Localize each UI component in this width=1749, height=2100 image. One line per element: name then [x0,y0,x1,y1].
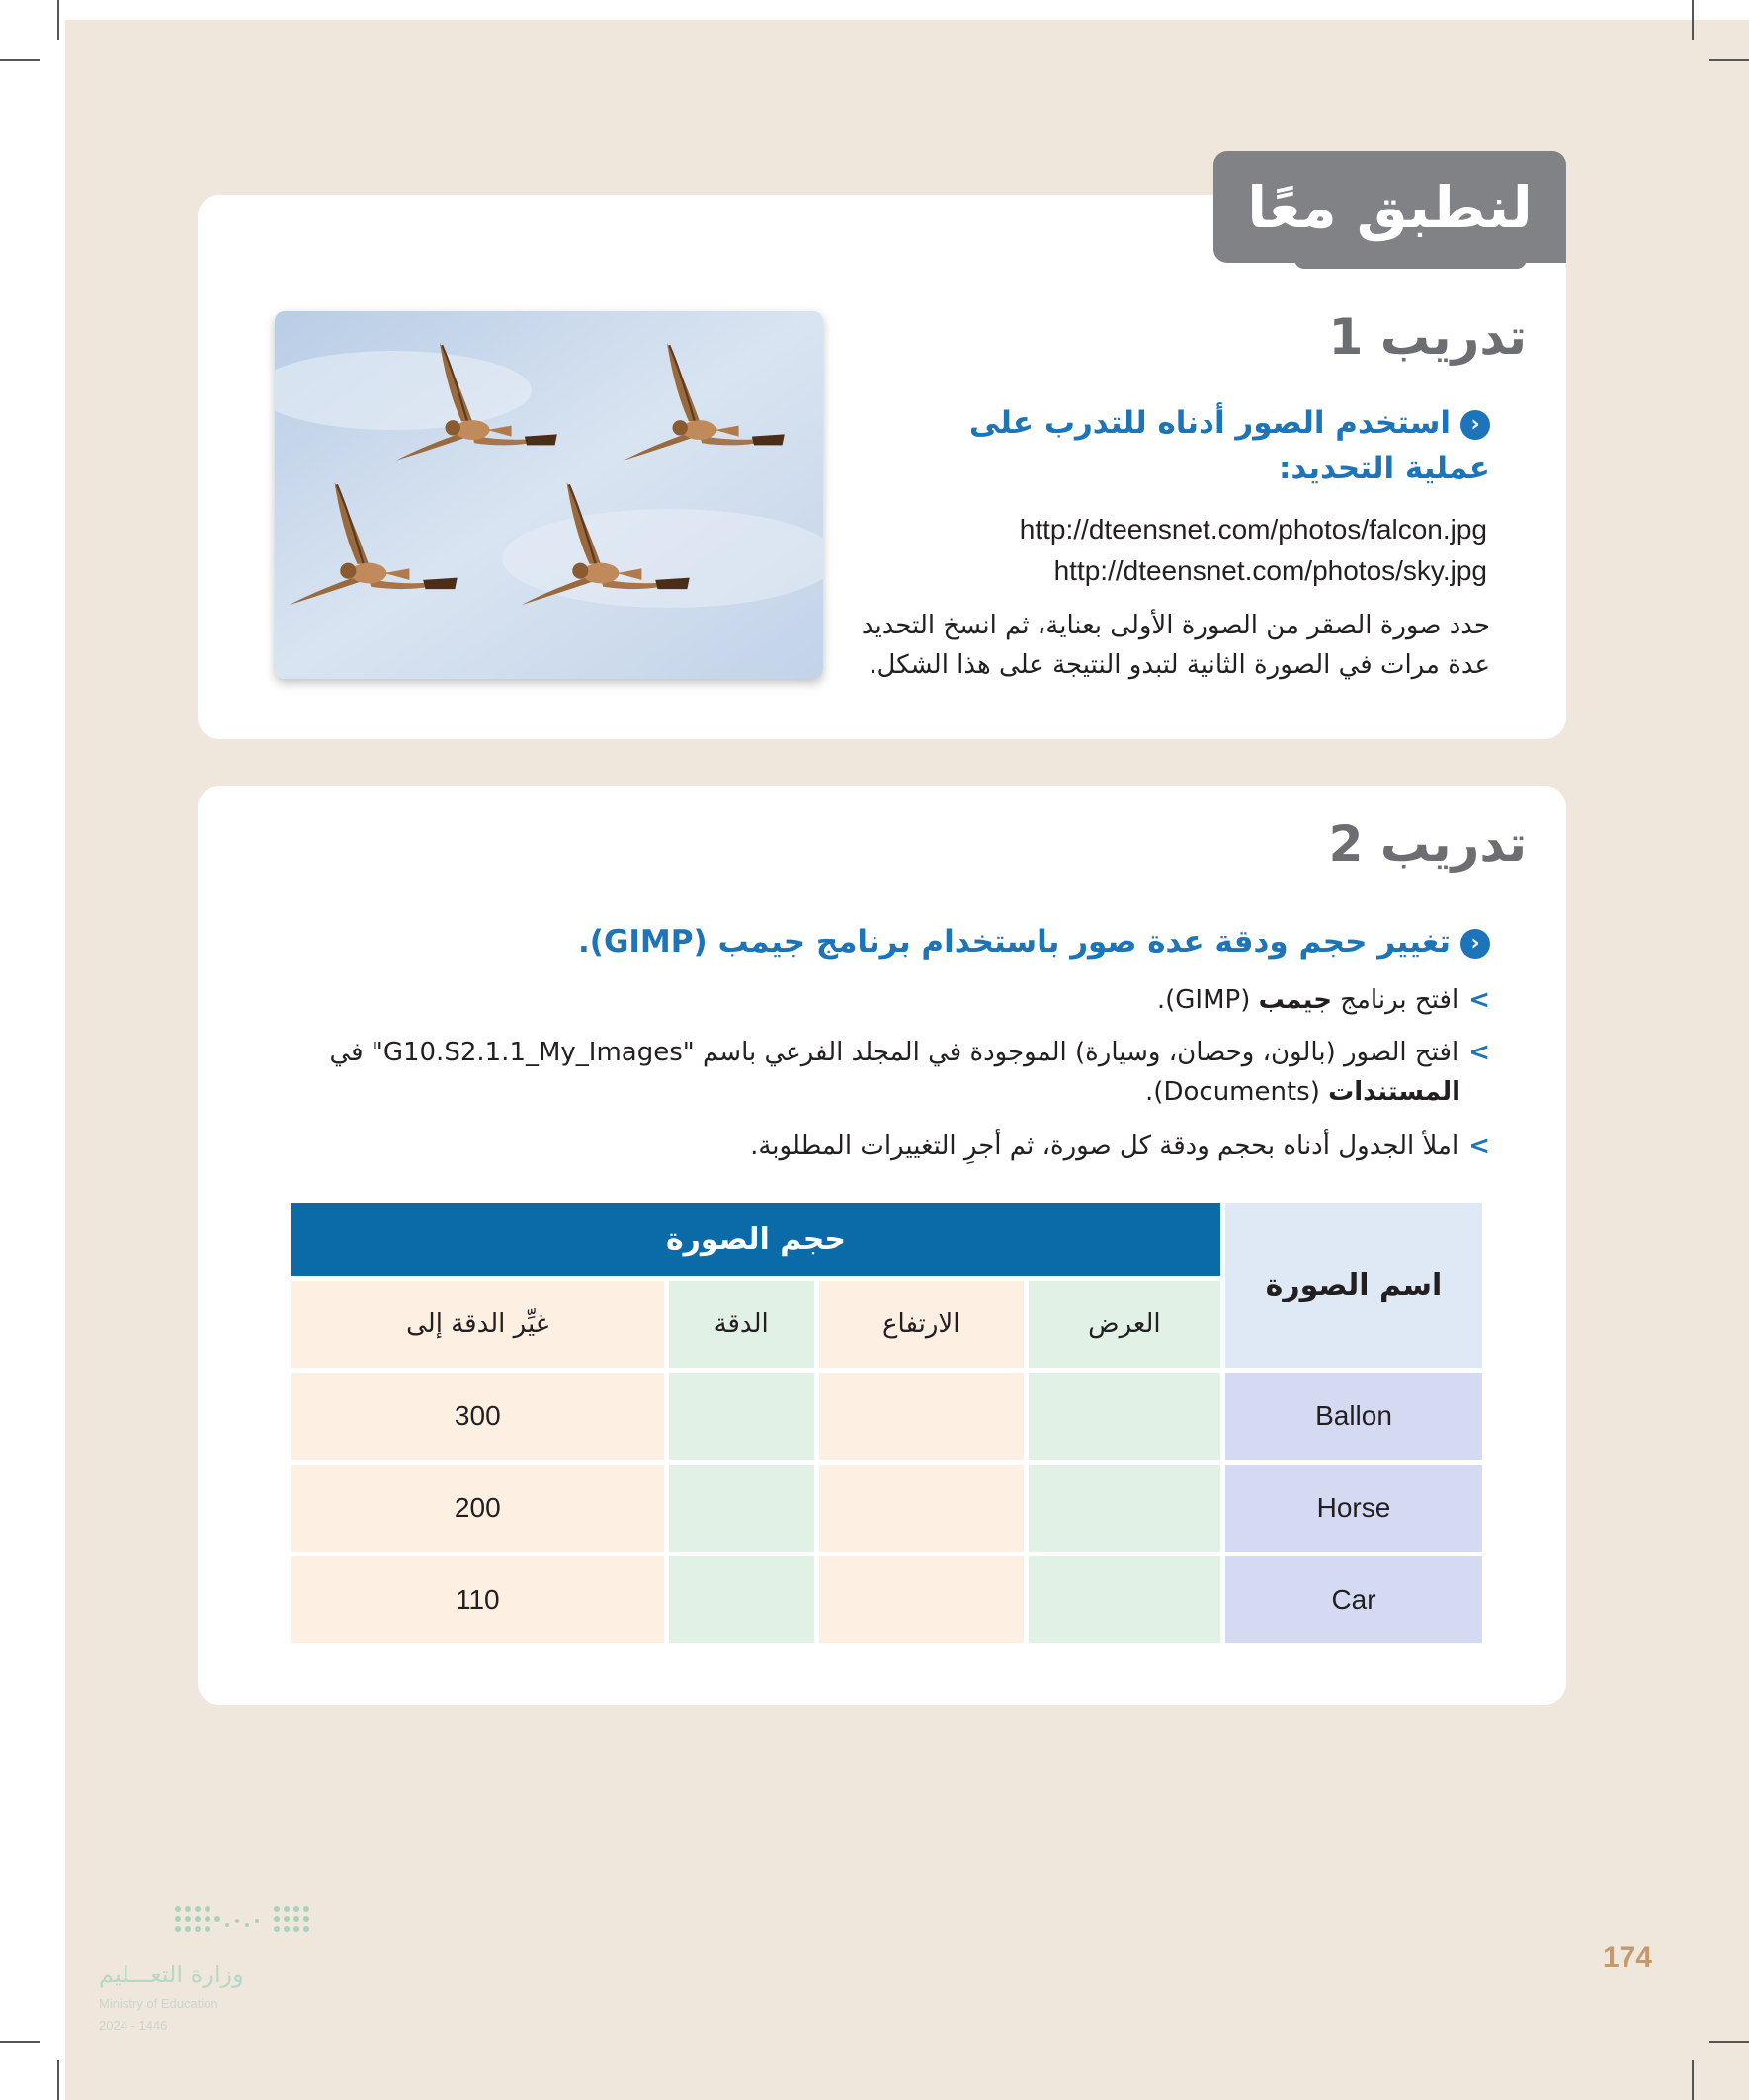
exercise-1-heading-text: استخدم الصور أدناه للتدرب على عملية التحديد: [968,405,1490,486]
step-arrow-icon: > [1468,1132,1490,1161]
exercise-1-title: تدريب 1 [1328,308,1527,366]
falcon-url[interactable]: http://dteensnet.com/photos/falcon.jpg [1019,514,1487,545]
exercise-2-title: تدريب 2 [1328,815,1527,873]
step-1-text: افتح برنامج [1331,985,1459,1015]
width-input-cell[interactable] [1029,1556,1220,1643]
exercise-1-heading [937,400,1490,491]
crop-mark [1692,0,1694,40]
crop-mark [0,59,40,61]
step-2 [255,1033,1490,1112]
table-header-resolution: الدقة [669,1281,814,1368]
falcons-sky-photo [275,311,823,679]
change-value-cell: 110 [292,1556,664,1643]
resolution-input-cell[interactable] [669,1373,814,1460]
change-value-cell: 300 [292,1373,664,1460]
row-name-cell: Horse [1225,1465,1482,1552]
step-1-bold: جيمب [1258,985,1332,1015]
chevron-left-icon: ‹ [1460,929,1490,959]
step-3-text: املأ الجدول أدناه بحجم ودقة كل صورة، ثم أجرِ التغييرات المطلوبة. [750,1132,1459,1161]
height-input-cell[interactable] [819,1465,1024,1552]
chevron-left-icon: ‹ [1460,410,1490,440]
table-header-name: اسم الصورة [1225,1203,1482,1368]
ministry-logo [94,1897,331,2036]
exercise-1-desc-line-1: حدد صورة الصقر من الصورة الأولى بعناية، ثم انسخ التحديد [861,611,1490,640]
ministry-name-ar: وزارة التعـــليم [99,1961,244,1988]
crop-mark [57,0,59,40]
ministry-year: 2024 - 1446 [99,2018,168,2033]
height-input-cell[interactable] [819,1556,1024,1643]
table-header-change: غيِّر الدقة إلى [292,1281,664,1368]
sky-url[interactable]: http://dteensnet.com/photos/sky.jpg [1053,555,1487,586]
exercise-1-desc-line-2: عدة مرات في الصورة الثانية لتبدو النتيجة على هذا الشكل. [869,650,1490,680]
height-input-cell[interactable] [819,1373,1024,1460]
step-2-post: (Documents). [1145,1077,1329,1107]
row-name-cell: Car [1225,1556,1482,1643]
crop-mark [57,2060,59,2100]
crop-mark [1709,2041,1749,2043]
step-3 [255,1127,1490,1166]
change-value-cell: 200 [292,1465,664,1552]
ministry-name-en: Ministry of Education [99,1996,218,2011]
crop-mark [0,2041,40,2043]
crop-mark [1692,2060,1694,2100]
step-1 [255,980,1490,1020]
image-size-table [287,1198,1487,1648]
width-input-cell[interactable] [1029,1373,1220,1460]
section-banner: لنطبق معًا [1213,151,1566,263]
step-arrow-icon: > [1468,1038,1490,1067]
step-2-bold: المستندات [1328,1077,1460,1107]
table-header-width: العرض [1029,1281,1220,1368]
step-2-line-1: افتح الصور (بالون، وحصان، وسيارة) الموجودة في المجلد الفرعي باسم "G10.S2.1.1_My_Images" في [329,1038,1459,1067]
table-header-height: الارتفاع [819,1281,1024,1368]
resolution-input-cell[interactable] [669,1465,814,1552]
table-row [292,1465,1482,1552]
width-input-cell[interactable] [1029,1465,1220,1552]
step-arrow-icon: > [1468,985,1490,1015]
page-number: 174 [1603,1941,1653,1974]
table-row [292,1373,1482,1460]
ministry-dots-icon [94,1897,331,1957]
crop-mark [1709,59,1749,61]
step-1-post: (GIMP). [1156,985,1259,1015]
exercise-2-heading-text: تغيير حجم ودقة عدة صور باستخدام برنامج جيمب (GIMP). [578,924,1451,960]
row-name-cell: Ballon [1225,1373,1482,1460]
exercise-2-heading [502,919,1490,965]
table-header-group: حجم الصورة [292,1203,1220,1276]
resolution-input-cell[interactable] [669,1556,814,1643]
table-row [292,1556,1482,1643]
